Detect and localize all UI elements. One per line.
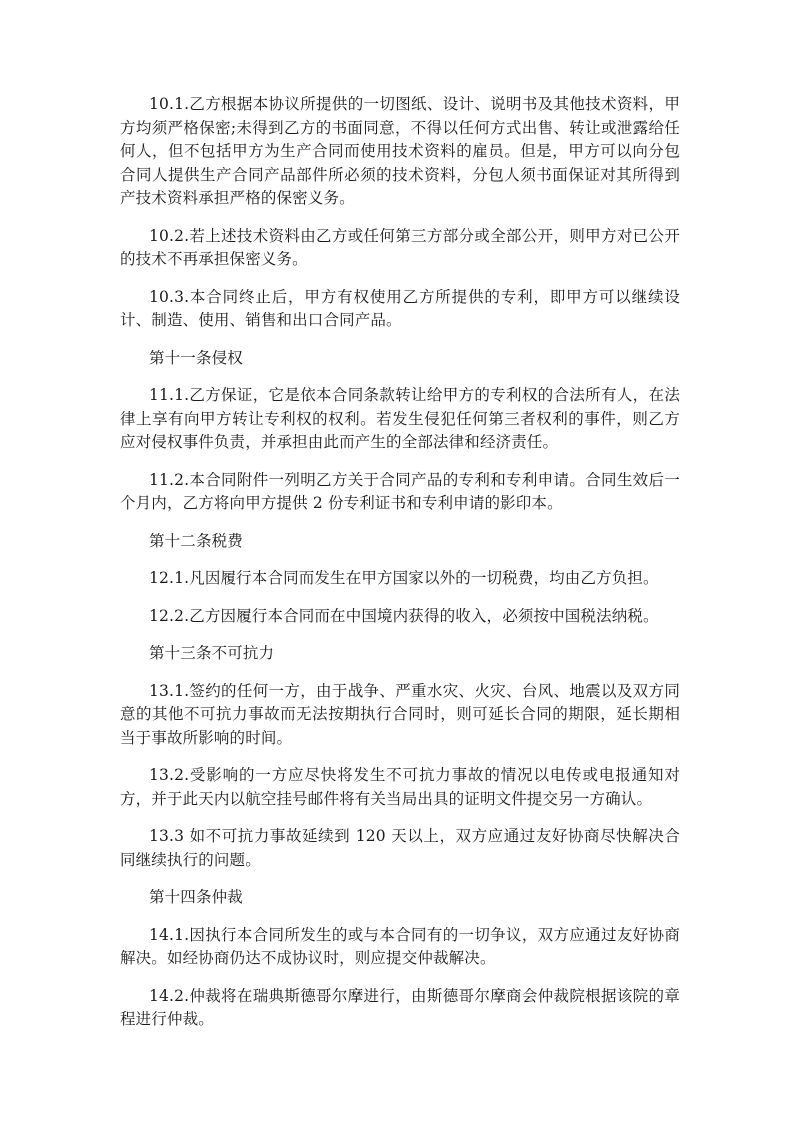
article-14-heading: 第十四条仲裁 (149, 888, 243, 906)
clause-14-2: 14.2.仲裁将在瑞典斯德哥尔摩进行，由斯德哥尔摩商会仲裁院根据该院的章程进行仲裁。 (120, 986, 680, 1028)
clause-14-1: 14.1.因执行本合同所发生的或与本合同有的一切争议，双方应通过友好协商解决。如经协商仍达不成协议时，则应提交仲裁解决。 (120, 925, 680, 967)
clause-11-1: 11.1.乙方保证，它是依本合同条款转让给甲方的专利权的合法所有人，在法律上享有向甲方转让专利权的权利。若发生侵犯任何第三者权利的事件，则乙方应对侵权事件负责，并承担由此而产生的全部法律和经济责任。 (120, 386, 680, 451)
clause-12-1: 12.1.凡因履行本合同而发生在甲方国家以外的一切税费，均由乙方负担。 (149, 569, 659, 587)
clause-13-3: 13.3 如不可抗力事故延续到 120 天以上，双方应通过友好协商尽快解决合同继续执行的问题。 (120, 827, 680, 869)
clause-10-1: 10.1.乙方根据本协议所提供的一切图纸、设计、说明书及其他技术资料，甲方均须严格保密;未得到乙方的书面同意，不得以任何方式出售、转让或泄露给任何人，但不包括甲方为生产合同而使用技术资料的雇员。但是，甲方可以向分包合同人提供生产合同产品部件所必须的技术资料，分包人须书面保证对其所得到产技术资料承担严格的保密义务。 (120, 95, 680, 207)
clause-13-1: 13.1.签约的任何一方，由于战争、严重水灾、火灾、台风、地震以及双方同意的其他不可抗力事故而无法按期执行合同时，则可延长合同的期限，延长期相当于事故所影响的时间。 (120, 681, 680, 747)
clause-12-2: 12.2.乙方因履行本合同而在中国境内获得的收入，必须按中国税法纳税。 (149, 606, 659, 625)
clause-10-3: 10.3.本合同终止后，甲方有权使用乙方所提供的专利，即甲方可以继续设计、制造、使用、销售和出口合同产品。 (120, 287, 680, 329)
document-body (120, 93, 680, 1046)
article-13-heading: 第十三条不可抗力 (149, 644, 275, 662)
clause-11-2: 11.2.本合同附件一列明乙方关于合同产品的专利和专利申请。合同生效后一个月内，乙方将向甲方提供 2 份专利证书和专利申请的影印本。 (120, 470, 680, 512)
article-12-heading: 第十二条税费 (149, 531, 243, 550)
article-11-heading: 第十一条侵权 (149, 348, 243, 367)
clause-10-2: 10.2.若上述技术资料由乙方或任何第三方部分或全部公开，则甲方对已公开的技术不再承担保密义务。 (120, 226, 680, 268)
clause-13-2: 13.2.受影响的一方应尽快将发生不可抗力事故的情况以电传或电报通知对方，并于此天内以航空挂号邮件将有关当局出具的证明文件提交另一方确认。 (120, 766, 680, 808)
